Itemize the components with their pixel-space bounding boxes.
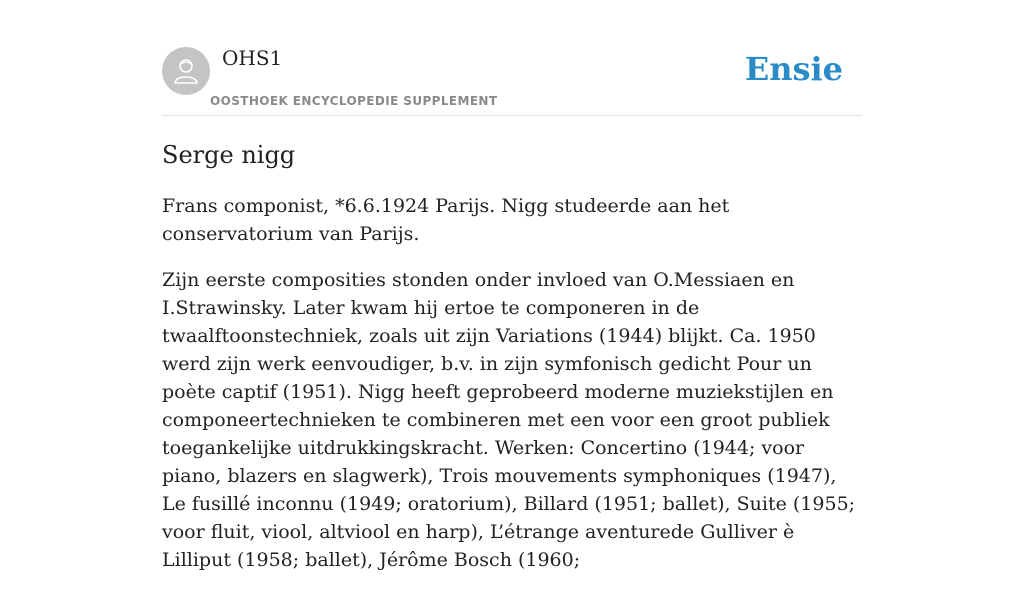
source-code-link[interactable]: OHS1: [222, 46, 283, 70]
article-body: [162, 192, 862, 574]
article-paragraph: Frans componist, *6.6.1924 Parijs. Nigg studeerde aan het conservatorium van Parijs.: [162, 195, 730, 245]
article-title: Serge nigg: [162, 141, 296, 169]
user-icon: [171, 56, 201, 86]
source-header: [162, 0, 862, 116]
source-avatar[interactable]: [162, 47, 210, 95]
brand-logo-link[interactable]: Ensie: [744, 50, 843, 88]
content-container: [162, 0, 862, 592]
article-paragraph: Zijn eerste composities stonden onder invloed van O.Messiaen en I.Strawinsky. Later kwam hij ertoe te componeren in de twaalftoonstechniek, zoals uit zijn Variations (1944) blijkt. Ca. 1950 werd zijn werk eenvoudiger, b.v. in zijn symfonisch gedicht Pour un poète captif (1951). Nigg heeft geprobeerd moderne muziekstijlen en componeertechnieken te combineren met een voor een groot publiek toegankelijke uitdrukkingskracht. Werken: Concertino (1944; voor piano, blazers en slagwerk), Trois mouvements symphoniques (1947), Le fusillé inconnu (1949; oratorium), Billard (1951; ballet), Suite (1955; voor fluit, viool, altviool en harp), L’étrange aventurede Gulliver è Lilliput (1958; ballet), Jérôme Bosch (1960;: [162, 269, 856, 571]
source-name: OOSTHOEK ENCYCLOPEDIE SUPPLEMENT: [210, 94, 498, 108]
